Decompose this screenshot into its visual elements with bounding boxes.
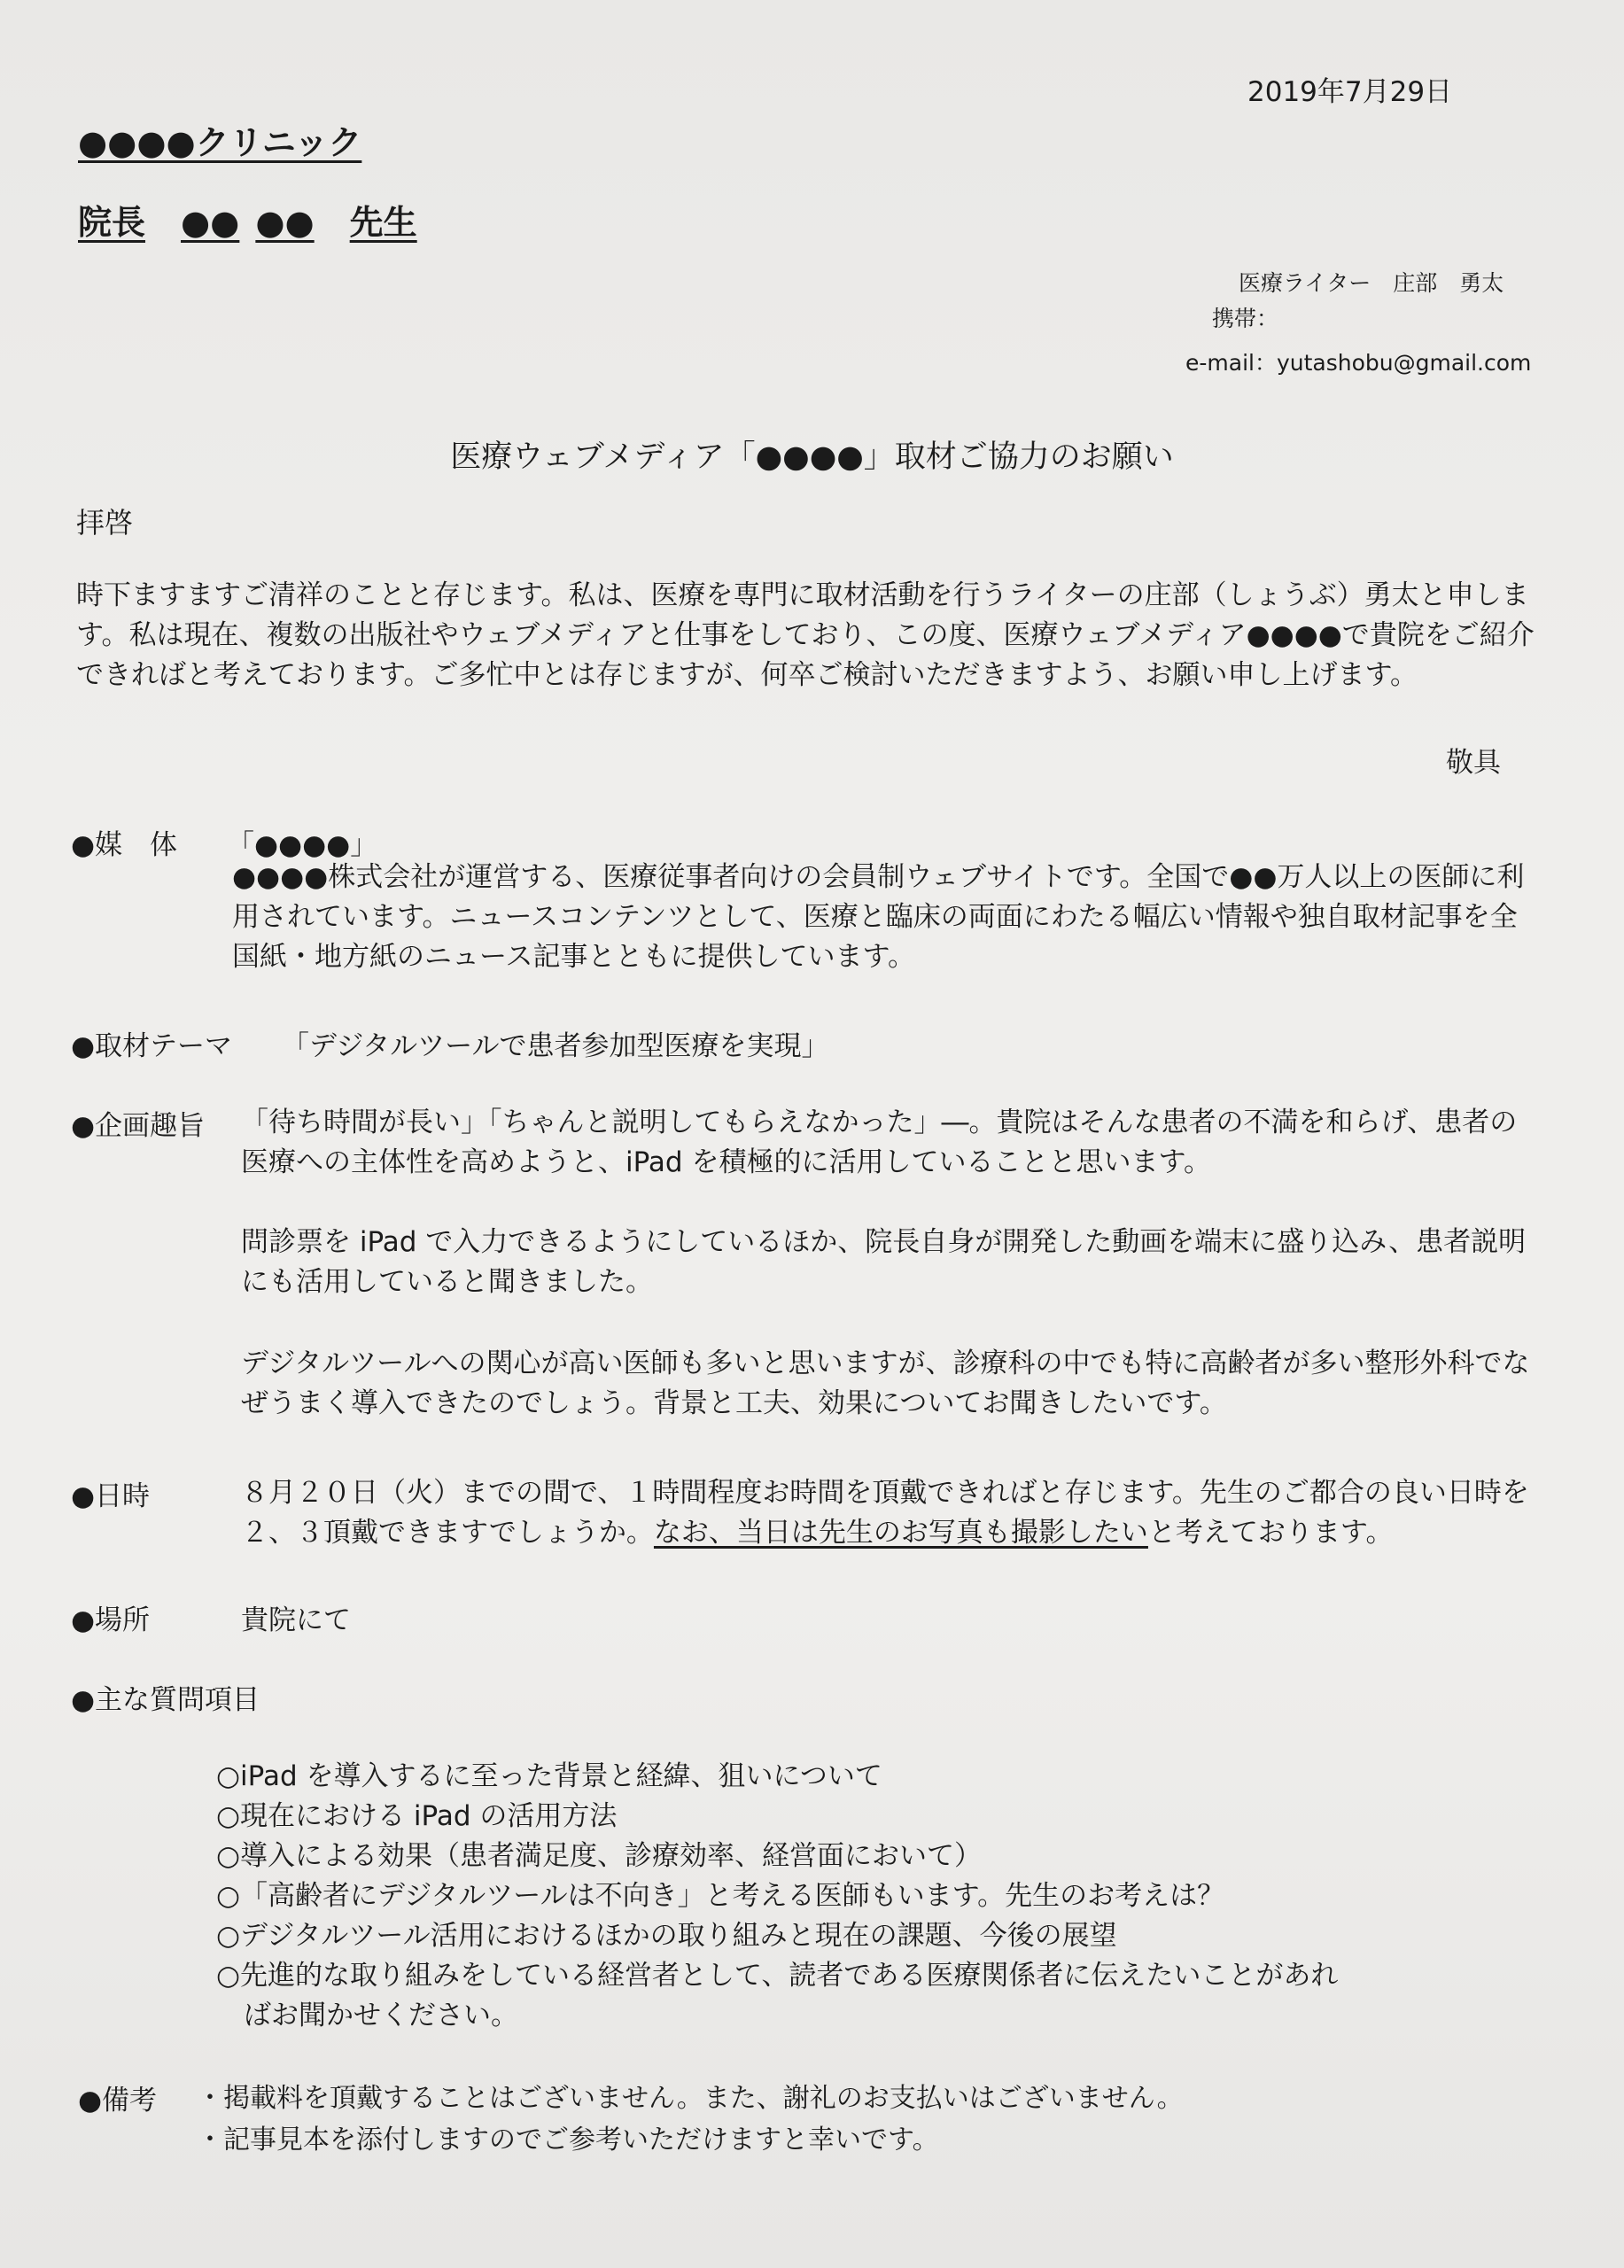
notes-label: ●備考 [78,2085,158,2117]
media-name: 「●●●●」 [227,829,378,861]
opening-salutation: 拝啓 [76,506,134,540]
addressee-line [78,195,417,244]
addressee-honorific: 先生 [349,203,417,242]
datetime-text-end: と考えております。 [1147,1517,1394,1549]
purpose-paragraph-3: デジタルツールへの関心が高い医師も多いと思いますが、診療科の中でも特に高齢者が多い整形外科でなぜうまく導入できたのでしょう。背景と工夫、効果についてお聞きしたいです。 [241,1348,1530,1419]
letter-date: 2019年7月29日 [1247,76,1453,108]
question-item: ばお聞かせください。 [216,2000,518,2031]
media-label: ●媒 体 [71,829,178,861]
addressee-title: 院長 [78,203,146,242]
photo-request-underlined: なお、当日は先生のお写真も撮影したい [653,1517,1148,1549]
datetime-text-main: ８月２０日（火）までの間で、１時間程度お時間を頂戴できればと存じます。先生のご都合の良い日時を２、３頂戴できますでしょうか。 [241,1477,1529,1549]
purpose-paragraph-2: 問診票を iPad で入力できるようにしているほか、院長自身が開発した動画を端末に盛り込み、患者説明にも活用していると聞きました。 [241,1226,1527,1298]
theme-text: 「デジタルツールで患者参加型医療を実現」 [282,1030,829,1062]
sender-phone: 携帯： [1212,306,1279,331]
note-item: ・記事見本を添付しますのでご参考いただけますと幸いです。 [197,2124,939,2155]
addressee-given-name: ●● [255,203,315,242]
question-item: ○先進的な取り組みをしている経営者として、読者である医療関係者に伝えたいことがあれ [216,1960,1339,1992]
question-item: ○デジタルツール活用におけるほかの取り組みと現在の課題、今後の展望 [216,1920,1117,1952]
sender-email: e-mail：yutashobu@gmail.com [1185,350,1532,376]
media-description: ●●●●株式会社が運営する、医療従事者向けの会員制ウェブサイトです。全国で●●万人以上の医師に利用されています。ニュースコンテンツとして、医療と臨床の両面にわたる幅広い情報や独自取材記事を全国紙・地方紙のニュース記事とともに提供しています。 [232,861,1525,973]
closing-salutation: 敬具 [1446,747,1501,779]
datetime-label: ●日時 [71,1480,151,1512]
questions-label: ●主な質問項目 [71,1684,260,1716]
datetime-text [241,1473,1552,1553]
addressee-surname: ●● [181,203,240,242]
purpose-paragraph-1: 「待ち時間が長い」「ちゃんと説明してもらえなかった」―。貴院はそんな患者の不満を和らげ、患者の医療への主体性を高めようと、iPad を積極的に活用していることと思います。 [241,1107,1518,1178]
addressee-clinic: ●●●●クリニック [78,123,362,162]
letter-subject: 医療ウェブメディア「●●●●」取材ご協力のお願い [450,439,1174,475]
note-item: ・掲載料を頂戴することはございません。また、謝礼のお支払いはございません。 [197,2083,1184,2114]
place-label: ●場所 [71,1604,151,1636]
sender-name: 医療ライター 庄部 勇太 [1239,270,1504,296]
place-text: 貴院にて [241,1604,351,1636]
question-item: ○iPad を導入するに至った背景と経緯、狙いについて [216,1760,882,1792]
intro-paragraph: 時下ますますご清祥のことと存じます。私は、医療を専門に取材活動を行うライターの庄部（しょうぶ）勇太と申します。私は現在、複数の出版社やウェブメディアと仕事をしており、この度、医療ウェブメディア●●●●で貴院をご紹介できればと考えております。ご多忙中とは存じますが、何卒ご検討いただきますよう、お願い申し上げます。 [76,579,1535,691]
question-item: ○現在における iPad の活用方法 [216,1800,618,1832]
question-item: ○「高齢者にデジタルツールは不向き」と考える医師もいます。先生のお考えは？ [216,1880,1225,1912]
theme-label: ●取材テーマ [71,1030,233,1062]
purpose-label: ●企画趣旨 [71,1110,206,1142]
question-item: ○導入による効果（患者満足度、診療効率、経営面において） [216,1840,983,1872]
